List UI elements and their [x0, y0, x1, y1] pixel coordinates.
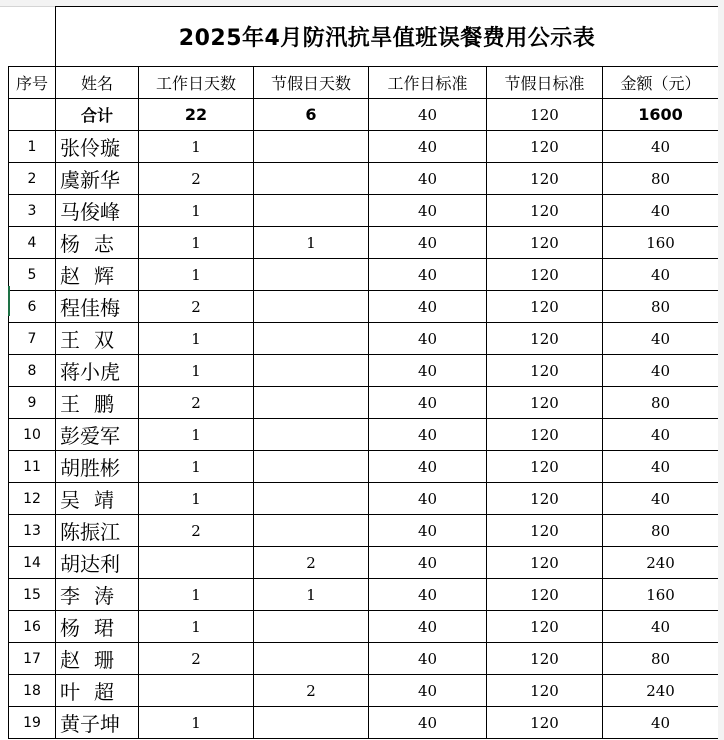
- table-row: [9, 387, 719, 419]
- cell-name[interactable]: 杨志: [56, 227, 139, 259]
- table-row: [9, 419, 719, 451]
- cell-name[interactable]: 黄子坤: [56, 707, 139, 739]
- cell-amount[interactable]: 40: [603, 323, 719, 355]
- cell-workdays[interactable]: 1: [139, 195, 254, 227]
- cell-no[interactable]: 7: [9, 323, 56, 355]
- cell-name[interactable]: 彭爱军: [56, 419, 139, 451]
- cell-amount[interactable]: 40: [603, 355, 719, 387]
- cell-holiday-std[interactable]: 120: [487, 195, 603, 227]
- cell-holiday-std[interactable]: 120: [487, 675, 603, 707]
- table-row: [9, 579, 719, 611]
- total-amount[interactable]: 1600: [603, 99, 719, 131]
- cell-amount[interactable]: 40: [603, 707, 719, 739]
- cell-amount[interactable]: 80: [603, 163, 719, 195]
- cell-work-std[interactable]: 40: [369, 291, 487, 323]
- cell-no[interactable]: 1: [9, 131, 56, 163]
- cell-no[interactable]: 14: [9, 547, 56, 579]
- cell-holidays[interactable]: [254, 163, 369, 195]
- cell-workdays[interactable]: 1: [139, 707, 254, 739]
- cell-holiday-std[interactable]: 120: [487, 227, 603, 259]
- cell-workdays[interactable]: 1: [139, 227, 254, 259]
- cell-amount[interactable]: 40: [603, 611, 719, 643]
- title-row: [9, 7, 719, 67]
- cell-amount[interactable]: 40: [603, 483, 719, 515]
- cell-no[interactable]: 19: [9, 707, 56, 739]
- total-label[interactable]: 合计: [56, 99, 139, 131]
- cell-holiday-std[interactable]: 120: [487, 547, 603, 579]
- cell-amount[interactable]: 160: [603, 227, 719, 259]
- table-row: [9, 611, 719, 643]
- table-row: [9, 451, 719, 483]
- table-row: [9, 643, 719, 675]
- table-row: [9, 195, 719, 227]
- header-holiday-std[interactable]: 节假日标准: [487, 67, 603, 99]
- table-row: [9, 707, 719, 739]
- cell-work-std[interactable]: 40: [369, 323, 487, 355]
- cell-holidays[interactable]: [254, 515, 369, 547]
- cell-holidays[interactable]: [254, 707, 369, 739]
- total-workdays[interactable]: 22: [139, 99, 254, 131]
- cell-holidays[interactable]: [254, 643, 369, 675]
- cell-workdays[interactable]: 1: [139, 355, 254, 387]
- table-row: [9, 355, 719, 387]
- cell-workdays[interactable]: 2: [139, 515, 254, 547]
- header-name[interactable]: 姓名: [56, 67, 139, 99]
- cell-work-std[interactable]: 40: [369, 355, 487, 387]
- cell-workdays[interactable]: 1: [139, 611, 254, 643]
- cell-workdays[interactable]: 1: [139, 131, 254, 163]
- cell-work-std[interactable]: 40: [369, 163, 487, 195]
- cell-amount[interactable]: 240: [603, 675, 719, 707]
- cell-amount[interactable]: 160: [603, 579, 719, 611]
- cell-holiday-std[interactable]: 120: [487, 483, 603, 515]
- cell-amount[interactable]: 240: [603, 547, 719, 579]
- cell-holidays[interactable]: [254, 611, 369, 643]
- cell-no[interactable]: 18: [9, 675, 56, 707]
- header-row: [9, 67, 719, 99]
- table-row: [9, 323, 719, 355]
- cell-holiday-std[interactable]: 120: [487, 387, 603, 419]
- cell-workdays[interactable]: 2: [139, 643, 254, 675]
- cell-work-std[interactable]: 40: [369, 259, 487, 291]
- cell-name[interactable]: 王鹏: [56, 387, 139, 419]
- cell-holiday-std[interactable]: 120: [487, 419, 603, 451]
- cell-no[interactable]: 2: [9, 163, 56, 195]
- cell-no[interactable]: 3: [9, 195, 56, 227]
- scroll-edge: [718, 6, 724, 740]
- cell-work-std[interactable]: 40: [369, 611, 487, 643]
- cell-holidays[interactable]: 2: [254, 547, 369, 579]
- cell-holidays[interactable]: [254, 387, 369, 419]
- cell-amount[interactable]: 80: [603, 387, 719, 419]
- cell-work-std[interactable]: 40: [369, 195, 487, 227]
- cell-workdays[interactable]: 1: [139, 259, 254, 291]
- cell-holidays[interactable]: [254, 195, 369, 227]
- cell-name[interactable]: 李涛: [56, 579, 139, 611]
- meal-fee-table: [8, 6, 718, 739]
- cell-name[interactable]: 胡达利: [56, 547, 139, 579]
- cell-holiday-std[interactable]: 120: [487, 323, 603, 355]
- cell-workdays[interactable]: 1: [139, 323, 254, 355]
- cell-work-std[interactable]: 40: [369, 419, 487, 451]
- table-row: [9, 547, 719, 579]
- cell-no[interactable]: 4: [9, 227, 56, 259]
- table-row: [9, 675, 719, 707]
- cell-work-std[interactable]: 40: [369, 675, 487, 707]
- header-work-std[interactable]: 工作日标准: [369, 67, 487, 99]
- cell-name[interactable]: 程佳梅: [56, 291, 139, 323]
- cell-amount[interactable]: 40: [603, 259, 719, 291]
- cell-name[interactable]: 张伶璇: [56, 131, 139, 163]
- cell-name[interactable]: 杨珺: [56, 611, 139, 643]
- cell-holiday-std[interactable]: 120: [487, 707, 603, 739]
- header-holidays[interactable]: 节假日天数: [254, 67, 369, 99]
- table-row: [9, 291, 719, 323]
- total-holidays[interactable]: 6: [254, 99, 369, 131]
- table-row: [9, 131, 719, 163]
- cell-holiday-std[interactable]: 120: [487, 611, 603, 643]
- cell-name[interactable]: 蒋小虎: [56, 355, 139, 387]
- cell-holiday-std[interactable]: 120: [487, 515, 603, 547]
- cell-no[interactable]: 9: [9, 387, 56, 419]
- total-work-std[interactable]: 40: [369, 99, 487, 131]
- cell-no[interactable]: 10: [9, 419, 56, 451]
- table-row: [9, 515, 719, 547]
- cell-work-std[interactable]: 40: [369, 707, 487, 739]
- cell-name[interactable]: 陈振江: [56, 515, 139, 547]
- table-row: [9, 227, 719, 259]
- spreadsheet-area: [8, 6, 718, 740]
- cell-holidays[interactable]: 1: [254, 227, 369, 259]
- cell-workdays[interactable]: [139, 547, 254, 579]
- cell-workdays[interactable]: 2: [139, 291, 254, 323]
- cell-name[interactable]: 马俊峰: [56, 195, 139, 227]
- table-row: [9, 163, 719, 195]
- cell-no[interactable]: 16: [9, 611, 56, 643]
- cell-workdays[interactable]: 1: [139, 419, 254, 451]
- cell-holidays[interactable]: [254, 419, 369, 451]
- cell-no[interactable]: 8: [9, 355, 56, 387]
- cell-work-std[interactable]: 40: [369, 579, 487, 611]
- cell-workdays[interactable]: [139, 675, 254, 707]
- cell-name[interactable]: 吴靖: [56, 483, 139, 515]
- cell-workdays[interactable]: 2: [139, 387, 254, 419]
- header-amount[interactable]: 金额（元）: [603, 67, 719, 99]
- cell-holiday-std[interactable]: 120: [487, 163, 603, 195]
- cell-work-std[interactable]: 40: [369, 227, 487, 259]
- cell-holidays[interactable]: [254, 483, 369, 515]
- cell-holiday-std[interactable]: 120: [487, 259, 603, 291]
- cell-work-std[interactable]: 40: [369, 547, 487, 579]
- cell-amount[interactable]: 40: [603, 131, 719, 163]
- cell-amount[interactable]: 80: [603, 291, 719, 323]
- cell-name[interactable]: 赵珊: [56, 643, 139, 675]
- cell-work-std[interactable]: 40: [369, 643, 487, 675]
- cell-name[interactable]: 赵辉: [56, 259, 139, 291]
- cell-no[interactable]: 5: [9, 259, 56, 291]
- active-row-marker: [8, 286, 10, 316]
- cell-name[interactable]: 胡胜彬: [56, 451, 139, 483]
- cell-work-std[interactable]: 40: [369, 387, 487, 419]
- cell-holidays[interactable]: [254, 131, 369, 163]
- cell-name[interactable]: 叶超: [56, 675, 139, 707]
- cell-amount[interactable]: 40: [603, 419, 719, 451]
- header-no[interactable]: 序号: [9, 67, 56, 99]
- cell-holidays[interactable]: [254, 259, 369, 291]
- cell-no[interactable]: 15: [9, 579, 56, 611]
- cell-no[interactable]: 17: [9, 643, 56, 675]
- cell-holidays[interactable]: 2: [254, 675, 369, 707]
- cell-workdays[interactable]: 2: [139, 163, 254, 195]
- cell-holiday-std[interactable]: 120: [487, 579, 603, 611]
- cell-amount[interactable]: 80: [603, 515, 719, 547]
- cell-holidays[interactable]: [254, 291, 369, 323]
- table-row: [9, 483, 719, 515]
- cell-amount[interactable]: 40: [603, 195, 719, 227]
- cell-work-std[interactable]: 40: [369, 131, 487, 163]
- cell-work-std[interactable]: 40: [369, 451, 487, 483]
- header-workdays[interactable]: 工作日天数: [139, 67, 254, 99]
- cell-holiday-std[interactable]: 120: [487, 643, 603, 675]
- cell-workdays[interactable]: 1: [139, 579, 254, 611]
- cell-no[interactable]: 13: [9, 515, 56, 547]
- cell-no[interactable]: 6: [9, 291, 56, 323]
- cell-no[interactable]: 11: [9, 451, 56, 483]
- cell-holiday-std[interactable]: 120: [487, 451, 603, 483]
- total-holiday-std[interactable]: 120: [487, 99, 603, 131]
- cell-amount[interactable]: 80: [603, 643, 719, 675]
- cell-workdays[interactable]: 1: [139, 451, 254, 483]
- cell-holidays[interactable]: [254, 451, 369, 483]
- total-no-cell[interactable]: [9, 99, 56, 131]
- cell-holiday-std[interactable]: 120: [487, 131, 603, 163]
- cell-holidays[interactable]: [254, 355, 369, 387]
- cell-amount[interactable]: 40: [603, 451, 719, 483]
- cell-holidays[interactable]: [254, 323, 369, 355]
- table-title[interactable]: 2025年4月防汛抗旱值班误餐费用公示表: [56, 7, 719, 67]
- cell-work-std[interactable]: 40: [369, 483, 487, 515]
- empty-cell[interactable]: [9, 7, 56, 67]
- cell-work-std[interactable]: 40: [369, 515, 487, 547]
- cell-holiday-std[interactable]: 120: [487, 291, 603, 323]
- table-row: [9, 259, 719, 291]
- cell-name[interactable]: 王双: [56, 323, 139, 355]
- cell-no[interactable]: 12: [9, 483, 56, 515]
- total-row: [9, 99, 719, 131]
- cell-holidays[interactable]: 1: [254, 579, 369, 611]
- cell-holiday-std[interactable]: 120: [487, 355, 603, 387]
- cell-name[interactable]: 虞新华: [56, 163, 139, 195]
- cell-workdays[interactable]: 1: [139, 483, 254, 515]
